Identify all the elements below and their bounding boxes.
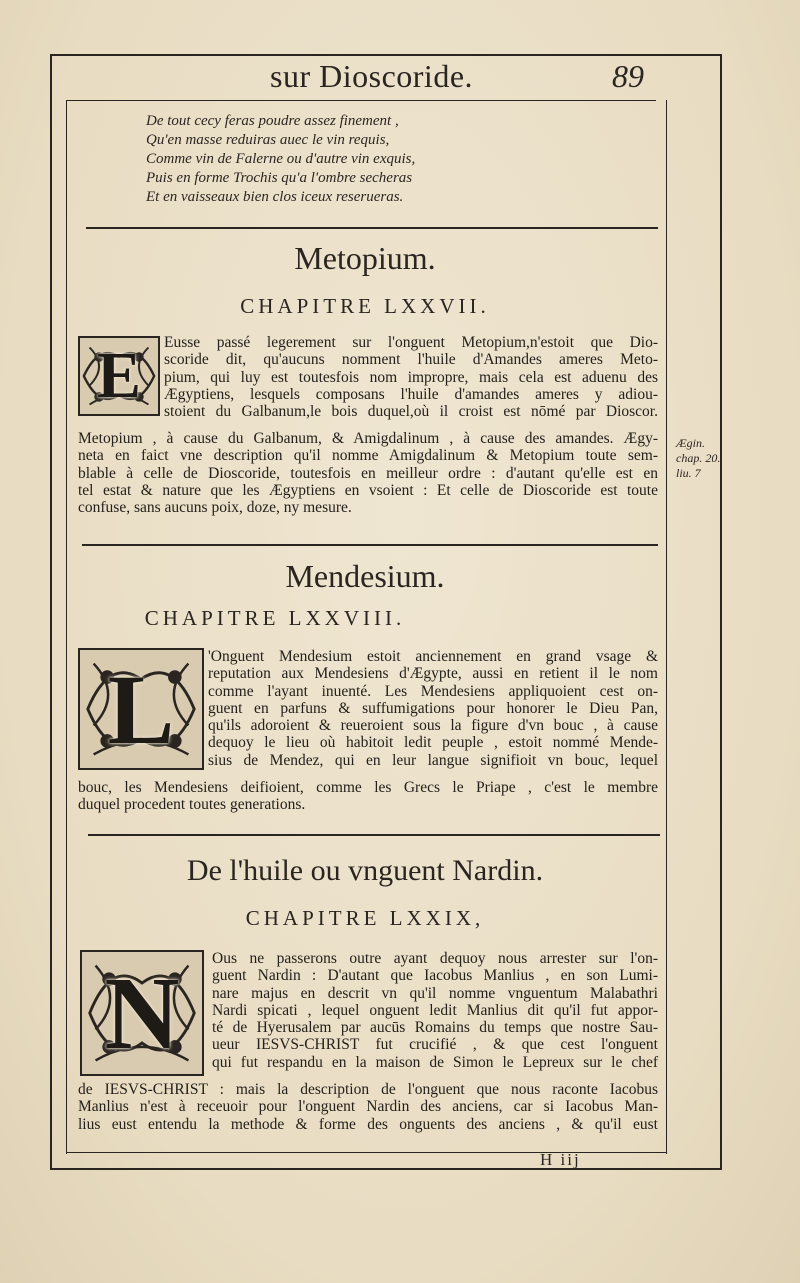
text-line: duquel procedent toutes generations. xyxy=(78,796,306,814)
text-line: té de Hyerusalem par aucūs Romains du temps que nostre Sau- xyxy=(212,1019,658,1037)
text-line: de IESVS-CHRIST : mais la description de l'onguent que nous raconte Iacobus xyxy=(78,1081,658,1098)
text-line: Eusse passé legerement sur l'onguent Metopium,n'estoit que Dio- xyxy=(164,334,658,351)
header-rule xyxy=(66,100,656,101)
section-rule xyxy=(88,834,660,836)
margin-note-line: chap. 20. xyxy=(676,451,721,465)
text-line: bouc, les Mendesiens deifioient, comme les Grecs le Priape , c'est le membre xyxy=(78,779,658,796)
text-line: Manlius n'est à receuoir pour l'onguent Nardin des anciens, car si Iacobus Man- xyxy=(78,1098,658,1116)
running-title: sur Dioscoride. xyxy=(270,58,474,94)
verse-line: Puis en forme Trochis qu'a l'ombre secheras xyxy=(146,170,413,186)
text-line: 'Onguent Mendesium estoit anciennement en grand vsage & xyxy=(208,648,658,665)
text-line: neta en faict vne description qu'il nomme Amigdalinum & Metopium toute sem- xyxy=(78,447,658,465)
text-line: blable à celle de Dioscoride, toutesfois en meilleur ordre : d'autant qu'elle est en xyxy=(78,464,658,482)
margin-note-line: liu. 7 xyxy=(676,466,701,480)
initial-letter: L xyxy=(107,653,175,765)
text-line: guent Nardin : D'autant que Iacobus Manlius , en son Lumi- xyxy=(212,967,658,985)
decorated-initial xyxy=(78,336,160,416)
text-line: comme l'ayant inuenté. Les Mendesiens appliquoient cest on- xyxy=(208,682,658,700)
margin-note xyxy=(676,436,720,481)
section-rule xyxy=(82,544,658,546)
text-line: qu'ils adoroient & reueroient sous la figure d'vn bouc , à cause xyxy=(208,717,658,735)
frame-left xyxy=(50,54,52,1170)
text-line: lius eust entendu la methode & forme des onguents des anciens , & qu'il eust xyxy=(78,1115,658,1133)
frame-right xyxy=(720,54,722,1170)
chapter-heading: CHAPITRE LXXIX, xyxy=(245,906,485,930)
chapter-heading: CHAPITRE LXXVIII. xyxy=(144,606,406,630)
top-rule xyxy=(50,54,722,56)
decorated-initial xyxy=(78,648,204,770)
text-line: ueur IESVS-CHRIST fut crucifié , & que cest l'onguent xyxy=(212,1036,658,1054)
initial-letter: E xyxy=(96,339,142,412)
section-title: De l'huile ou vnguent Nardin. xyxy=(186,854,544,887)
text-line: scoride dit, qu'aucuns nomment l'huile d'Amandes ameres Meto- xyxy=(164,351,658,369)
text-line: nare majus en descrit vn qu'il nomme vnguentum Malabathri xyxy=(212,984,658,1002)
chapter-heading: CHAPITRE LXXVII. xyxy=(240,294,490,318)
text-line: Nardi spicati , lequel onguent ledit Manlius dit qu'il fut appor- xyxy=(212,1001,658,1019)
paragraph xyxy=(78,430,658,516)
verse-line: Qu'en masse reduiras auec le vin requis, xyxy=(146,132,390,148)
text-line: pium, qui luy est toutesfois nom impropre, mais cela est aduenu des xyxy=(164,368,658,386)
text-line: Ous ne passerons outre ayant dequoy nous arrester sur l'on- xyxy=(212,950,658,967)
decorated-initial xyxy=(80,950,204,1076)
text-line: guent en parfuns & suffumigations pour honorer le Dieu Pan, xyxy=(208,699,658,717)
text-line: qui fut respandu en la maison de Simon le Lepreux sur le chef xyxy=(212,1053,658,1071)
text-line: dequoy le lieu où habitoit ledit peuple , estoit nommé Mende- xyxy=(208,734,658,752)
paragraph xyxy=(212,950,658,1071)
initial-letter: N xyxy=(104,955,180,1071)
bottom-rule xyxy=(50,1168,722,1170)
verse-line: Et en vaisseaux bien clos iceux reserueras. xyxy=(146,189,404,205)
section-rule xyxy=(86,227,658,229)
paragraph xyxy=(164,334,658,420)
text-line: Metopium , à cause du Galbanum, & Amigdalinum , à cause des amandes. Ægy- xyxy=(78,430,658,447)
margin-note-line: Ægin. xyxy=(676,436,706,450)
signature-mark: H iij xyxy=(540,1150,581,1169)
verse-line: De tout cecy feras poudre assez finement , xyxy=(146,113,399,129)
text-line: sius de Mendez, qui en leur langue signifioit vn bouc, lequel xyxy=(208,751,658,769)
verse-line: Comme vin de Falerne ou d'autre vin exquis, xyxy=(146,151,416,167)
paragraph xyxy=(208,648,658,769)
text-line: confuse, sans aucuns poix, doze, ny mesure. xyxy=(78,499,352,517)
text-line: tel estat & nature que les Ægyptiens en vsoient : Et celle de Dioscoride est toute xyxy=(78,481,658,499)
paragraph xyxy=(78,1081,658,1133)
text-line: stoient du Galbanum,le bois duquel,où il croist est nōmé par Dioscor. xyxy=(164,403,658,421)
text-line: reputation aux Mendesiens d'Ægypte, aussi en retient il le nom xyxy=(208,665,658,683)
section-title: Metopium. xyxy=(294,240,436,276)
text-line: Ægyptiens, lesquels composans l'huile d'amandes ameres y adiou- xyxy=(164,385,658,403)
paragraph xyxy=(78,779,658,814)
section-title: Mendesium. xyxy=(285,558,445,594)
page-number: 89 xyxy=(612,58,644,94)
verse-block xyxy=(146,112,415,207)
